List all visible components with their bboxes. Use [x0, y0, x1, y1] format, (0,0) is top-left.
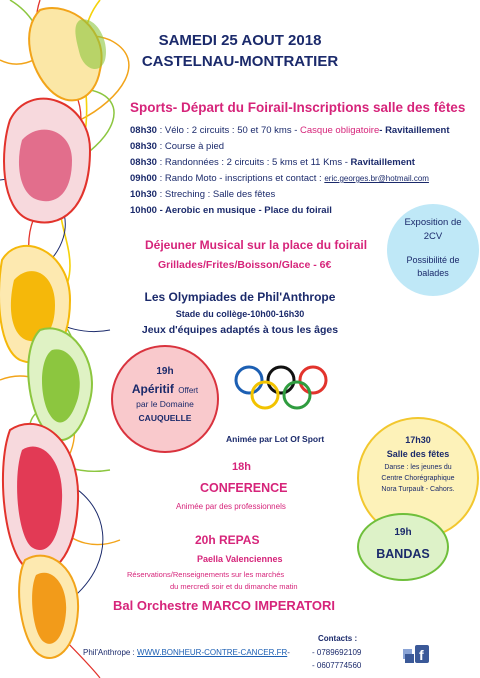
phone-2: - 0607774560 — [312, 661, 362, 670]
olympiades-place: Stade du collège-10h00-16h30 — [175, 309, 305, 319]
olympic-rings-icon — [232, 365, 330, 411]
salle-time: 17h30 — [405, 435, 431, 445]
salle-title: Salle des fêtes — [386, 449, 450, 459]
repas-menu: Paella Valenciennes — [197, 554, 283, 564]
phone-1: - 0789692109 — [312, 648, 362, 657]
salle-line2: Centre Chorégraphique — [381, 475, 455, 482]
schedule-item: 10h00 - Aerobic en musique - Place du foirail — [130, 205, 332, 216]
bandas-circle — [357, 513, 449, 581]
salle-line1: Danse : les jeunes du — [384, 464, 452, 471]
contacts-label: Contacts : — [318, 634, 358, 643]
aperitif-circle — [111, 345, 219, 453]
expo-line3: Possibilité de — [406, 255, 460, 265]
sports-heading: Sports- Départ du Foirail-Inscriptions salle des fêtes — [130, 100, 466, 115]
olympiades-games: Jeux d'équipes adaptés à tous les âges — [141, 324, 339, 336]
expo-line4: balades — [417, 268, 449, 278]
svg-text:f: f — [419, 647, 424, 663]
bandas-title: BANDAS — [376, 547, 430, 561]
schedule-item: 10h30 : Streching : Salle des fêtes — [130, 189, 276, 200]
aperitif-time: 19h — [156, 366, 174, 377]
schedule-item: 09h00 : Rando Moto - inscriptions et contact : eric.georges.br@hotmail.com — [130, 173, 429, 184]
event-date: SAMEDI 25 AOUT 2018 — [158, 32, 322, 49]
schedule-item: 08h30 : Course à pied — [130, 141, 225, 152]
animation-text: Animée par Lot Of Sport — [226, 434, 325, 444]
repas-reservation-line2: du mercredi soir et du dimanche matin — [170, 582, 298, 591]
expo-2cv-circle — [387, 204, 479, 296]
conference-sub: Animée par des professionnels — [176, 502, 286, 511]
aperitif-heading: Apéritif Offert — [131, 382, 199, 396]
olympiades-title: Les Olympiades de Phil'Anthrope — [144, 290, 336, 304]
aperitif-by: par le Domaine — [136, 399, 194, 409]
repas-reservation-line1: Réservations/Renseignements sur les marchés — [127, 570, 285, 579]
schedule-item: 08h30 : Vélo : 2 circuits : 50 et 70 kms - Casque obligatoire- Ravitaillement — [130, 125, 450, 136]
expo-line2: 2CV — [423, 231, 443, 242]
event-town: CASTELNAU-MONTRATIER — [141, 53, 339, 70]
bal-orchestre: Bal Orchestre MARCO IMPERATORI — [113, 598, 336, 613]
organizer-line: Phil'Anthrope : WWW.BONHEUR-CONTRE-CANCER.FR- — [83, 648, 290, 657]
email-link[interactable]: eric.georges.br@hotmail.com — [324, 174, 429, 183]
dejeuner-menu: Grillades/Frites/Boisson/Glace - 6€ — [158, 259, 332, 271]
conference-time: 18h — [232, 461, 251, 473]
expo-line1: Exposition de — [404, 217, 462, 228]
dejeuner-title: Déjeuner Musical sur la place du foirail — [145, 238, 368, 252]
aperitif-domaine: CAUQUELLE — [138, 413, 192, 423]
bandas-time: 19h — [394, 527, 412, 538]
website-link[interactable]: WWW.BONHEUR-CONTRE-CANCER.FR — [137, 648, 288, 657]
facebook-icon[interactable] — [403, 645, 429, 663]
repas-title: 20h REPAS — [195, 533, 260, 547]
schedule-item: 08h30 : Randonnées : 2 circuits : 5 kms et 11 Kms - Ravitaillement — [130, 157, 415, 168]
conference-title: CONFERENCE — [200, 481, 288, 495]
salle-line3: Nora Turpault - Cahors. — [381, 486, 455, 493]
